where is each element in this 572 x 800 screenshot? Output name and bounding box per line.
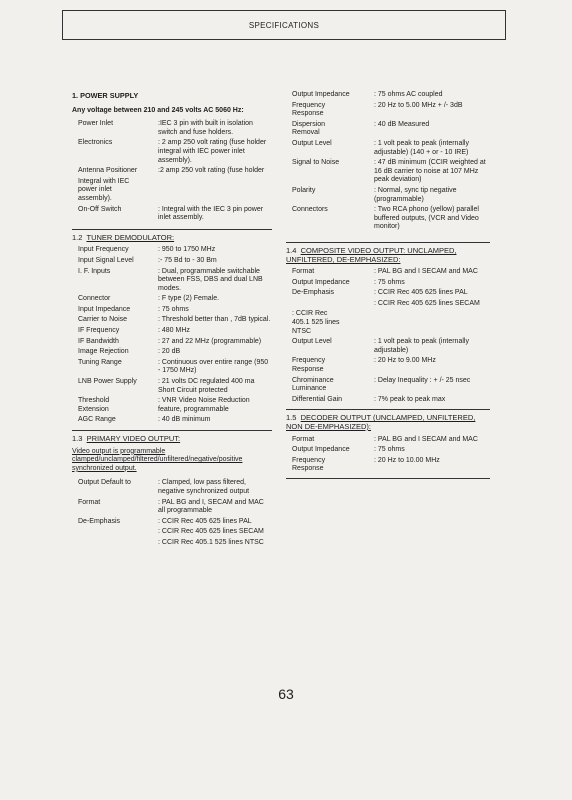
spec-value (374, 310, 490, 336)
spec-label: Output Level (292, 338, 332, 346)
spec-label: Input Signal Level (78, 256, 134, 264)
power-supply-subheading: Any voltage between 210 and 245 volts AC 5060 Hz: (72, 106, 244, 114)
spec-label: Polarity (292, 186, 316, 194)
composite-table (286, 268, 490, 404)
spec-row (78, 257, 272, 266)
spec-row (78, 338, 272, 347)
spec-value: : F type (2) Female. (158, 295, 220, 303)
tuner-heading (72, 234, 272, 243)
spec-value: : 40 dB minimum (158, 416, 211, 424)
section-divider (286, 478, 490, 479)
spec-label: Connectors (292, 206, 328, 214)
spec-value: : 20 Hz to 9.00 MHz (374, 357, 436, 365)
section-title: COMPOSITE VIDEO OUTPUT: UNCLAMPED, UNFILTERED, DE-EMPHASIZED: (286, 245, 457, 264)
spec-row (292, 91, 490, 100)
section-title: TUNER DEMODULATOR: (86, 232, 175, 242)
spec-row (292, 121, 490, 138)
power-supply-table (72, 120, 272, 223)
spec-label: Connector (78, 295, 111, 303)
spec-row (78, 139, 272, 165)
spec-label: Image Rejection (78, 348, 129, 356)
spec-row (78, 416, 272, 425)
spec-row (292, 102, 490, 119)
spec-row (292, 338, 490, 355)
spec-value: : 75 ohms (374, 446, 405, 454)
spec-label: Output Default to (78, 479, 131, 487)
spec-row (78, 306, 272, 315)
spec-row (292, 206, 490, 232)
spec-value: : 1 volt peak to peak (internally adjustable) (374, 338, 469, 354)
primary-video-table (72, 479, 272, 547)
spec-row (292, 187, 490, 204)
spec-label (292, 300, 374, 309)
spec-value: : 20 dB (158, 348, 181, 356)
spec-row (78, 397, 272, 414)
spec-row (78, 539, 272, 548)
spec-value: : PAL BG and I SECAM and MAC (374, 435, 478, 443)
page-header (62, 10, 506, 40)
spec-label: Electronics (78, 139, 113, 147)
spec-value: : CCIR Rec 405 625 lines SECAM (158, 528, 264, 536)
spec-label: Output Impedance (292, 446, 350, 454)
spec-label: IF Frequency (78, 327, 120, 335)
decoder-table (286, 436, 490, 474)
spec-value: : 75 ohms AC coupled (374, 91, 443, 98)
spec-row (292, 357, 490, 374)
spec-value: : 1 volt peak to peak (internally adjustable) (140 + or - 10 IRE) (374, 139, 469, 156)
spec-label: On-Off Switch (78, 205, 122, 213)
spec-value: : CCIR Rec 405 625 lines PAL (374, 289, 468, 297)
spec-label: Format (292, 435, 315, 443)
spec-value: : 20 Hz to 5.00 MHz + /- 3dB (374, 101, 463, 109)
spec-label: IF Bandwidth (78, 337, 119, 345)
spec-label (78, 528, 158, 537)
spec-label: Output Impedance (292, 91, 350, 98)
spec-row (78, 327, 272, 336)
spec-value: : 7% peak to peak max (374, 395, 446, 403)
spec-row (292, 159, 490, 185)
spec-value: : 75 ohms (374, 278, 405, 286)
spec-label (78, 539, 158, 548)
spec-row (78, 378, 272, 395)
spec-row (292, 268, 490, 277)
spec-row (78, 499, 272, 516)
spec-value: : CCIR Rec 405.1 525 lines NTSC (158, 538, 264, 546)
decoder-heading (286, 414, 490, 431)
spec-value: : 21 volts DC regulated 400 ma Short Circuit protected (158, 378, 255, 394)
spec-value: : Normal, sync tip negative (programmable) (374, 186, 457, 203)
right-column (286, 91, 490, 479)
power-supply-heading: 1. POWER SUPPLY (72, 91, 139, 100)
spec-row (78, 518, 272, 527)
section-number: 1.2 (72, 232, 83, 242)
spec-row (78, 479, 272, 496)
spec-label: Frequency Response (292, 456, 326, 473)
spec-value: : 40 dB Measured (374, 120, 430, 128)
section-title: DECODER OUTPUT (UNCLAMPED, UNFILTERED, NON DE-EMPHASIZED): (286, 413, 476, 431)
spec-label: De-Emphasis (78, 517, 121, 525)
spec-label: Chrominance Luminance (292, 376, 334, 393)
spec-label: LNB Power Supply (78, 378, 137, 386)
spec-row (292, 446, 490, 455)
section-divider (286, 242, 490, 243)
spec-value: : Continuous over entire range (950 - 1750 MHz) (158, 358, 269, 375)
spec-value: : Integral with the IEC 3 pin power inlet assembly. (158, 205, 264, 222)
spec-value: : VNR Video Noise Reduction feature, programmable (158, 397, 250, 413)
spec-value: :- 75 Bd to - 30 Bm (158, 256, 217, 264)
spec-value: : PAL BG and I SECAM and MAC (374, 268, 478, 276)
spec-label: Integral with IEC power inlet assembly). (78, 177, 130, 202)
spec-label: : CCIR Rec 405.1 525 lines NTSC (292, 310, 340, 335)
spec-label: AGC Range (78, 416, 116, 424)
spec-row (292, 310, 490, 336)
spec-label: Frequency Response (292, 357, 326, 374)
spec-label: Format (292, 268, 315, 276)
left-column (72, 92, 272, 550)
spec-value: :IEC 3 pin with built in isolation switch and fuse holders. (158, 120, 253, 136)
spec-value: : 27 and 22 MHz (programmable) (158, 337, 262, 345)
spec-value: : Delay Inequality : + /- 25 nsec (374, 376, 471, 384)
spec-row (292, 300, 490, 309)
spec-value: : 950 to 1750 MHz (158, 246, 216, 254)
spec-label: Power Inlet (78, 120, 114, 128)
spec-row (292, 377, 490, 394)
section-number: 1.3 (72, 434, 83, 443)
spec-label: Input Frequency (78, 246, 129, 254)
section-divider (72, 229, 272, 230)
spec-row (78, 246, 272, 255)
section-number: 1.4 (286, 245, 297, 255)
tuner-table (72, 246, 272, 425)
spec-row (78, 178, 272, 204)
section-title: PRIMARY VIDEO OUTPUT: (86, 434, 181, 443)
spec-row (78, 167, 272, 176)
spec-value: : CCIR Rec 405 625 lines SECAM (374, 299, 480, 307)
spec-row (78, 348, 272, 357)
spec-label: Carrier to Noise (78, 316, 128, 324)
spec-row (292, 457, 490, 474)
spec-row (292, 289, 490, 298)
section-divider (286, 409, 490, 410)
spec-label: Dispersion Removal (292, 120, 326, 137)
spec-value: : Dual, programmable switchable between FSS, DBS and dual LNB modes. (158, 267, 263, 292)
spec-value: : Threshold better than , 7dB typical. (158, 316, 271, 324)
composite-heading (286, 247, 490, 264)
spec-value: : 2 amp 250 volt rating (fuse holder integral with IEC power inlet assembly). (158, 139, 267, 164)
spec-label: Format (78, 498, 101, 506)
primary-video-heading (72, 435, 272, 444)
spec-label: Output Impedance (292, 278, 350, 286)
section-divider (72, 430, 272, 431)
header-title: SPECIFICATIONS (248, 20, 320, 30)
spec-label: Threshold Extension (78, 397, 110, 413)
spec-label: Signal to Noise (292, 159, 340, 167)
spec-label: De-Emphasis (292, 289, 335, 297)
spec-value: : Clamped, low pass filtered, negative synchronized output (158, 479, 250, 495)
spec-value: : 75 ohms (158, 305, 189, 313)
spec-value: : 20 Hz to 10.00 MHz (374, 456, 440, 464)
spec-value: : CCIR Rec 405 625 lines PAL (158, 517, 252, 525)
spec-row (78, 295, 272, 304)
spec-label: Frequency Response (292, 101, 326, 118)
spec-row (292, 436, 490, 445)
spec-row (78, 359, 272, 376)
spec-row (292, 279, 490, 288)
spec-label: Differential Gain (292, 395, 343, 403)
page-number: 63 (278, 686, 294, 702)
spec-row (292, 140, 490, 157)
spec-value: :2 amp 250 volt rating (fuse holder (158, 167, 265, 175)
video-output-continued-table (286, 91, 490, 232)
spec-value: : Two RCA phono (yellow) parallel buffered outputs, (VCR and Video monitor) (374, 206, 479, 231)
spec-label: Output Level (292, 139, 332, 147)
primary-video-note: Video output is programmable clamped/unclamped/filtered/unfiltered/negative/positive synchronized output. (72, 447, 243, 472)
spec-value: : 480 MHz (158, 327, 190, 335)
spec-label: Antenna Positioner (78, 167, 138, 175)
spec-row (78, 120, 272, 137)
spec-row (78, 316, 272, 325)
spec-label: Input Impedance (78, 305, 131, 313)
spec-value (158, 178, 272, 204)
spec-label: Tuning Range (78, 358, 122, 366)
spec-label: I. F. Inputs (78, 267, 111, 275)
spec-row (78, 268, 272, 294)
spec-row (78, 206, 272, 223)
spec-row (78, 528, 272, 537)
spec-row (292, 396, 490, 405)
spec-value: : 47 dB minimum (CCIR weighted at 16 dB carrier to noise at 107 MHz peak deviation) (374, 159, 486, 184)
section-number: 1.5 (286, 413, 297, 423)
spec-value: : PAL BG and I, SECAM and MAC all programmable (158, 498, 264, 515)
